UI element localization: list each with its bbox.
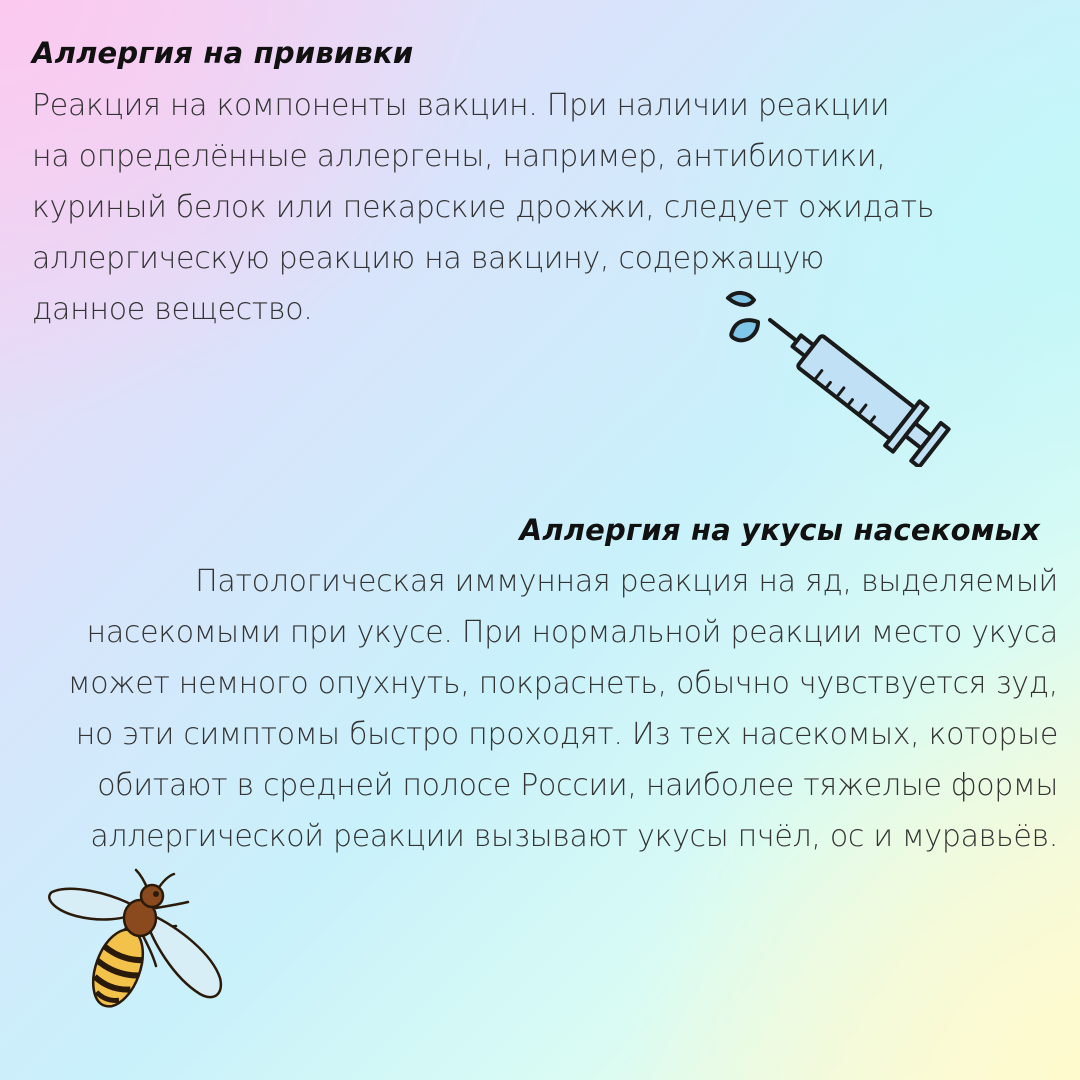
insect-allergy-text — [68, 556, 1058, 862]
vaccine-allergy-title: Аллергия на прививки — [32, 36, 414, 70]
text-line: данное вещество. — [32, 292, 313, 327]
text-line: аллергической реакции вызывают укусы пчёл, ос и муравьёв. — [90, 819, 1058, 854]
syringe-icon — [718, 282, 958, 467]
text-line: куриный белок или пекарские дрожжи, следует ожидать — [32, 190, 935, 225]
text-line: на определённые аллергены, например, антибиотики, — [32, 139, 886, 174]
drop-icon — [731, 320, 758, 340]
drop-icon — [728, 293, 754, 305]
text-line: но эти симптомы быстро проходят. Из тех насекомых, которые — [75, 717, 1058, 752]
text-line: аллергическую реакцию на вакцину, содержащую — [32, 241, 824, 276]
insect-allergy-title: Аллергия на укусы насекомых — [519, 513, 1040, 547]
wasp-icon — [40, 866, 230, 1026]
text-line: Патологическая иммунная реакция на яд, выделяемый — [195, 564, 1058, 599]
text-line: Реакция на компоненты вакцин. При наличии реакции — [32, 88, 890, 123]
text-line: насекомыми при укусе. При нормальной реакции место укуса — [86, 615, 1058, 650]
text-line: обитают в средней полосе России, наиболее тяжелые формы — [97, 768, 1058, 803]
text-line: может немного опухнуть, покраснеть, обычно чувствуется зуд, — [67, 666, 1058, 701]
